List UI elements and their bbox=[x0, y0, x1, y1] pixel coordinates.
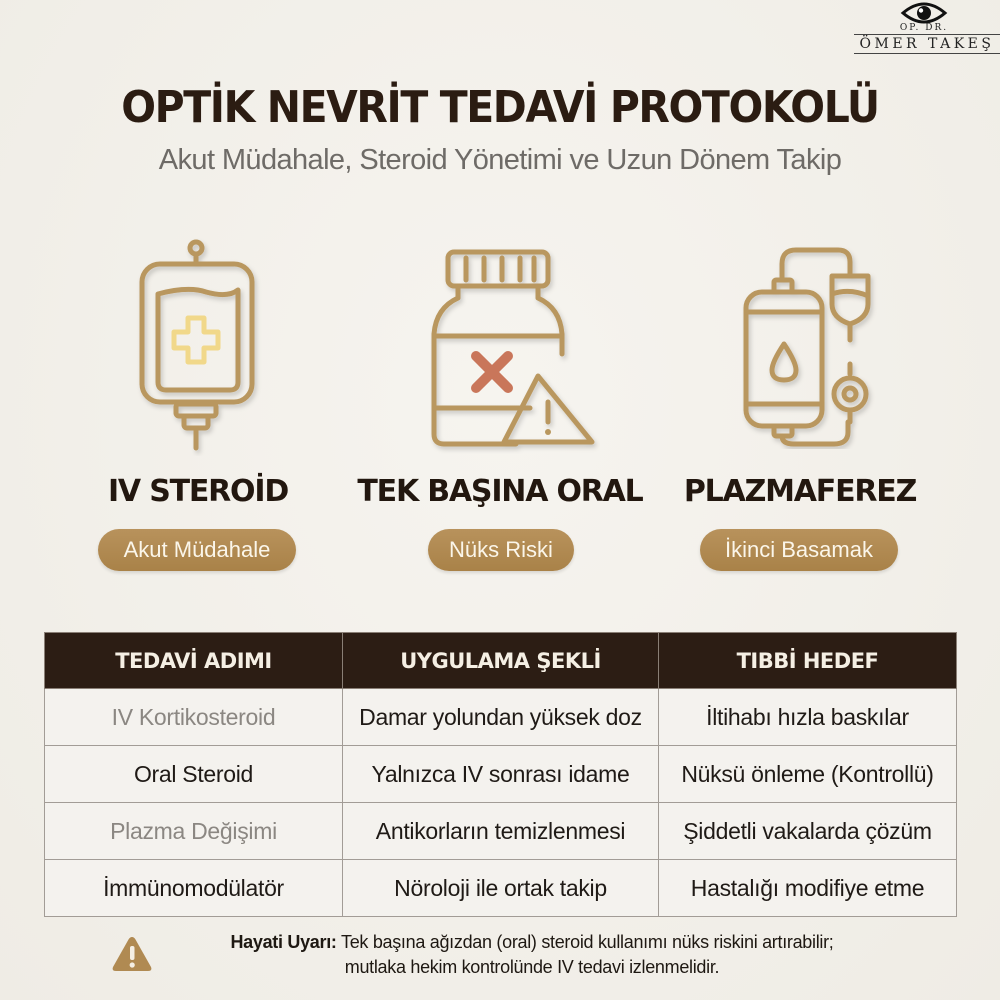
table-cell: İmmünomodülatör bbox=[45, 860, 343, 917]
table-cell: Nüksü önleme (Kontrollü) bbox=[659, 746, 957, 803]
warning-label: Hayati Uyarı: bbox=[230, 932, 337, 952]
table-cell: Oral Steroid bbox=[45, 746, 343, 803]
card-title-oral-alone: TEK BAŞINA ORAL bbox=[357, 474, 643, 509]
table-cell: Yalnızca IV sonrası idame bbox=[343, 746, 659, 803]
warning-triangle-icon bbox=[110, 934, 154, 974]
card-title-iv-steroid: IV STEROİD bbox=[107, 474, 289, 509]
page-title: OPTİK NEVRİT TEDAVİ PROTOKOLÜ bbox=[121, 82, 879, 133]
column-header-administration: UYGULAMA ŞEKLİ bbox=[343, 633, 659, 689]
page-subtitle: Akut Müdahale, Steroid Yönetimi ve Uzun Dönem Takip bbox=[158, 144, 842, 176]
brand-prefix: OP. DR. bbox=[899, 23, 949, 33]
plasmapheresis-icon bbox=[742, 244, 882, 454]
table-cell: Damar yolundan yüksek doz bbox=[343, 689, 659, 746]
card-title-plasmapheresis: PLAZMAFEREZ bbox=[683, 474, 917, 509]
brand-name: ÖMER TAKEŞ bbox=[854, 34, 1000, 54]
vital-warning bbox=[110, 930, 910, 984]
table-cell: Şiddetli vakalarda çözüm bbox=[659, 803, 957, 860]
table-row bbox=[45, 689, 957, 746]
badge-second-line: İkinci Basamak bbox=[700, 529, 898, 571]
table-cell: Hastalığı modifiye etme bbox=[659, 860, 957, 917]
table-cell: Nöroloji ile ortak takip bbox=[343, 860, 659, 917]
eye-icon bbox=[900, 1, 948, 25]
table-cell: Antikorların temizlenmesi bbox=[343, 803, 659, 860]
brand-logo bbox=[848, 0, 1000, 64]
table-header-row bbox=[45, 633, 957, 689]
treatment-protocol-table bbox=[44, 632, 957, 917]
table-row bbox=[45, 860, 957, 917]
table-row bbox=[45, 803, 957, 860]
column-header-medical-goal: TIBBİ HEDEF bbox=[659, 633, 957, 689]
column-header-treatment-step: TEDAVİ ADIMI bbox=[45, 633, 343, 689]
pill-bottle-warning-icon bbox=[430, 244, 600, 459]
table-row bbox=[45, 746, 957, 803]
iv-bag-icon bbox=[128, 236, 268, 461]
warning-line-2: mutlaka hekim kontrolünde IV tedavi izlenmelidir. bbox=[344, 957, 720, 977]
warning-line-1: Tek başına ağızdan (oral) steroid kullanımı nüks riskini artırabilir; bbox=[336, 932, 834, 952]
warning-text bbox=[162, 930, 902, 980]
badge-acute-intervention: Akut Müdahale bbox=[98, 529, 296, 571]
badge-relapse-risk: Nüks Riski bbox=[428, 529, 574, 571]
table-cell: IV Kortikosteroid bbox=[45, 689, 343, 746]
table-cell: İltihabı hızla baskılar bbox=[659, 689, 957, 746]
table-cell: Plazma Değişimi bbox=[45, 803, 343, 860]
